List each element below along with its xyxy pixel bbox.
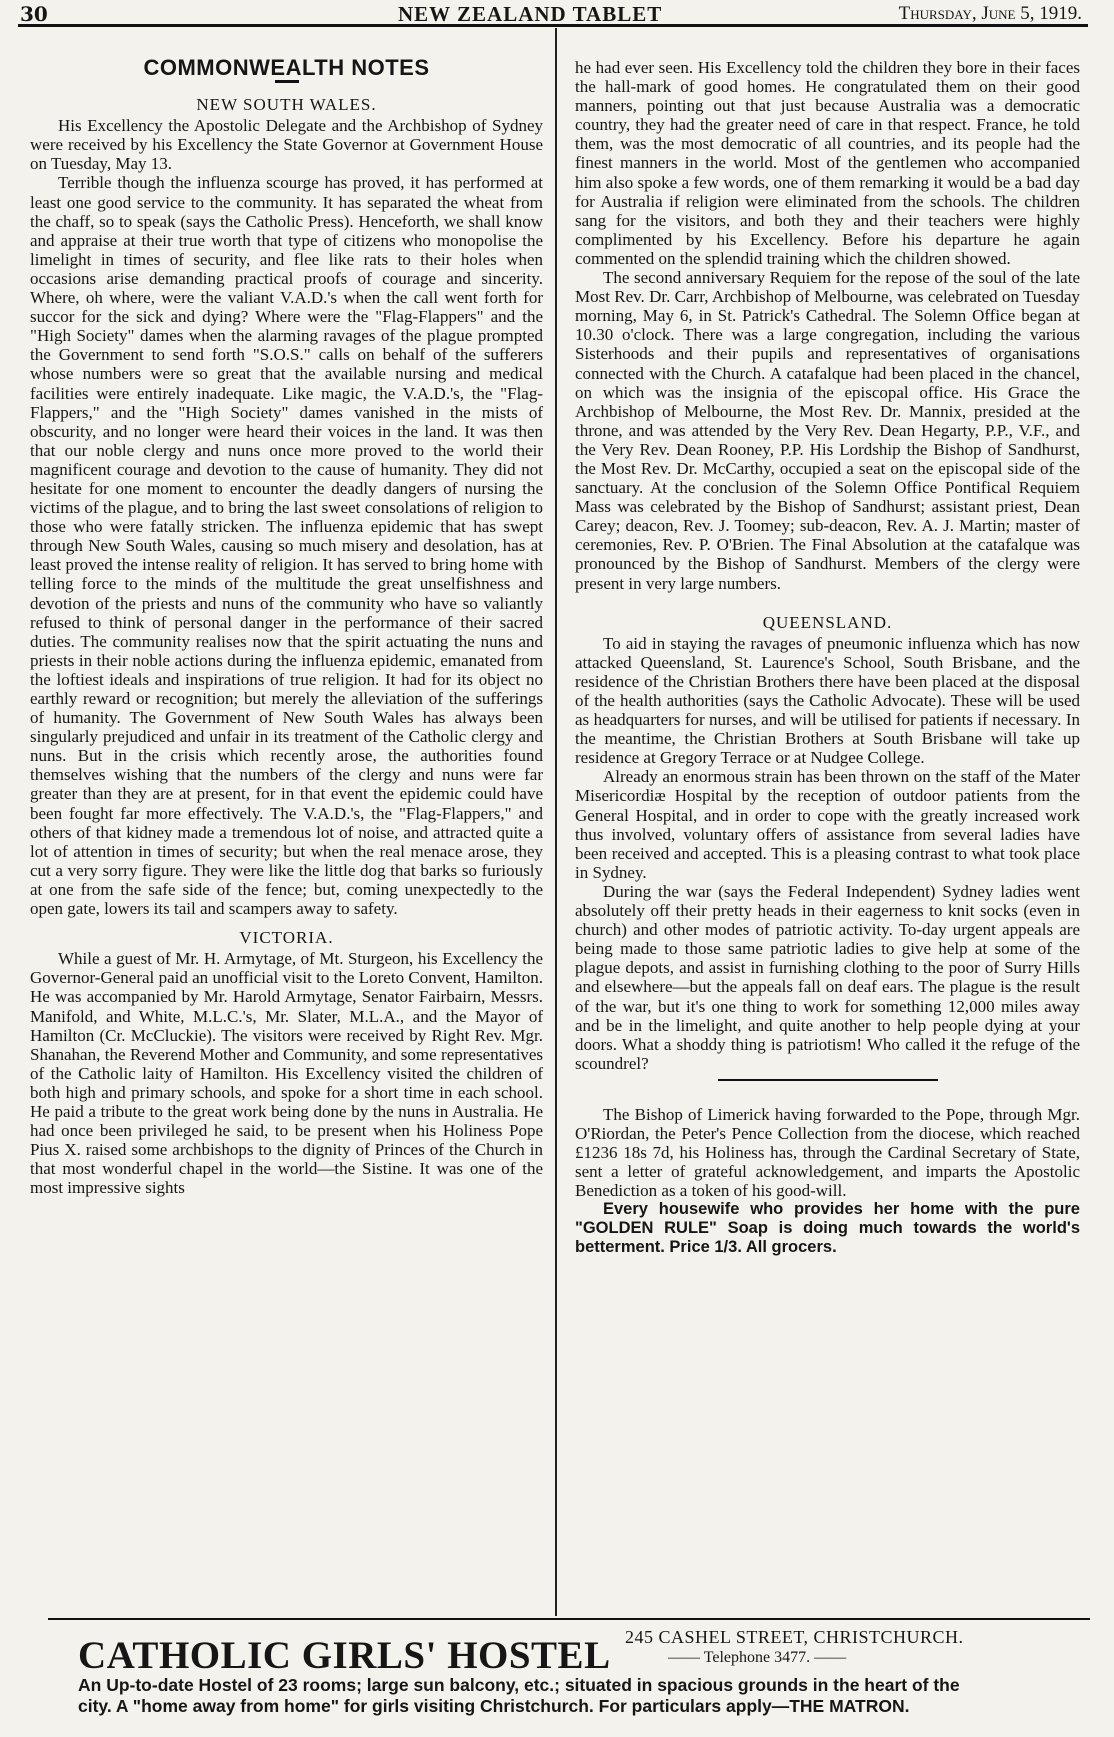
queensland-paragraph-1: To aid in staying the ravages of pneumonic influenza which has now attacked Queensland, St. Laurence's School, South Brisbane, and the residence of the Christian Brothers there have been placed at the disposal of the health authorities (says the Catholic Advocate). These will be used as headquarters for nurses, and will be utilised for patients if necessary. In the meantime, the Christian Brothers at South Brisbane will take up residence at Gregory Terrace or at Nudgee College. bbox=[575, 633, 1080, 768]
hostel-telephone: —— Telephone 3477. —— bbox=[668, 1649, 847, 1666]
right-column bbox=[575, 58, 1080, 1257]
publication-title: NEW ZEALAND TABLET bbox=[398, 2, 663, 26]
limerick-notice: The Bishop of Limerick having forwarded to the Pope, through Mgr. O'Riordan, the Peter's Pence Collection from the diocese, which reached £1236 18s 7d, his Holiness has, through the Cardinal Secretary of State, sent a letter of grateful acknowledgement, and imparts the Apostolic Benediction as a token of his good-will. bbox=[575, 1104, 1080, 1201]
victoria-paragraph-1-continued: he had ever seen. His Excellency told the children they bore in their faces the hall-mark of good homes. He congratulated them on their good manners, pointing out that just because Australia was a democratic country, they had the greater need of care in that respect. France, he told them, was the most democratic of all countries, and its people had the finest manners in the world. Most of the gentlemen who accompanied him also spoke a few words, one of them remarking it would be a bad day for Australia if religion were eliminated from the schools. The children sang for the visitors, and both they and their teachers were highly complimented by his Excellency. Before his departure he again commented on the splendid training which the children showed. bbox=[575, 58, 1080, 268]
section-divider bbox=[718, 1079, 938, 1081]
hostel-description-line-2: city. A "home away from home" for girls visiting Christchurch. For particulars apply—THE MATRON. bbox=[78, 1696, 910, 1716]
queensland-heading: QUEENSLAND. bbox=[762, 612, 893, 632]
nsw-heading: NEW SOUTH WALES. bbox=[196, 95, 377, 115]
hostel-name: CATHOLIC GIRLS' HOSTEL bbox=[78, 1634, 611, 1677]
hostel-description-line-1: An Up-to-date Hostel of 23 rooms; large sun balcony, etc.; situated in spacious grounds in the heart of the bbox=[78, 1675, 960, 1695]
victoria-heading: VICTORIA. bbox=[239, 928, 334, 948]
issue-date: Thursday, June 5, 1919. bbox=[898, 3, 1082, 24]
hostel-address: 245 CASHEL STREET, CHRISTCHURCH. bbox=[625, 1627, 964, 1647]
page-header bbox=[18, 2, 1088, 27]
nsw-paragraph-2: Terrible though the influenza scourge has proved, it has performed at least one good service to the community. It has separated the wheat from the chaff, so to speak (says the Catholic Press). Henceforth, we shall know and appraise at their true worth that type of citizens who monopolise the limelight in times of security, and flee like rats to their holes when occasions arise demanding practical proofs of courage and sincerity. Where, oh where, were the valiant V.A.D.'s when the call went forth for succor for the sick and dying? Where were the "Flag-Flappers" and the "High Society" dames when the alarming ravages of the plague prompted the Government to send forth "S.O.S." calls on behalf of the sufferers whose numbers were so great that the available nursing and medical facilities were entirely inadequate. Like magic, the V.A.D.'s, the "Flag-Flappers," and the "High Society" dames vanished in the mists of obscurity, and no longer were heard their voices in the land. It was then that our noble clergy and nuns once more proved to the world their magnificent courage and devotion to the cause of humanity. They did not hesitate for one moment to encounter the deadly dangers of nursing the victims of the plague, and to bring the last sweet consolations of religion to those who were fatally stricken. The influenza epidemic that has swept through New South Wales, causing so much misery and desolation, has at least proved the intense reality of religion. It has served to bring home with telling force to the minds of the multitude the great unselfishness and devotion of the priests and nuns of the community who have so valiantly refused to think of personal danger in the performance of their sacred duties. The community realises now that the spirit actuating the nuns and priests in their noble actions during the influenza epidemic, emanated from the loftiest ideals and inspirations of true religion. It had for its object no earthly reward or recognition; but merely the alleviation of the sufferings of humanity. The Government of New South Wales has always been singularly prejudiced and unfair in its treatment of the Catholic clergy and nuns. But in the crisis which recently arose, the authorities found themselves wishing that the numbers of the clergy and nuns were far greater than they are at present, for in that event the epidemic could have been fought far more effectively. The V.A.D.'s, the "Flag-Flappers," and others of that kidney made a tremendous lot of noise, and attracted quite a lot of attention in times of security; but when the real menace arose, they cut a very sorry figure. They were like the little dog that barks so furiously at one from the safe side of the fence; but, coming unexpectedly to the open gate, lowers its tail and scampers away to safety. bbox=[30, 173, 543, 919]
hostel-description bbox=[78, 1675, 1088, 1717]
victoria-paragraph-1: While a guest of Mr. H. Armytage, of Mt. Sturgeon, his Excellency the Governor-General paid an unofficial visit to the Loreto Convent, Hamilton. He was accompanied by Mr. Harold Armytage, Senator Fairbairn, Messrs. Manifold, and White, M.L.C.'s, Mr. Slater, M.L.A., and the Mayor of Hamilton (Cr. McCluckie). The visitors were received by Right Rev. Mgr. Shanahan, the Reverend Mother and Community, and some representatives of the Catholic laity of Hamilton. His Excellency visited the children of both high and primary schools, and spoke for a short time in each school. He paid a tribute to the great work being done by the nuns in Australia. He had once been privileged he said, to be present when his Holiness Pope Pius X. raised some archbishops to the dignity of Princes of the Church in that most wonderful chapel in the world—the Sistine. It was one of the most impressive sights bbox=[30, 949, 543, 1198]
footer-rule bbox=[48, 1618, 1090, 1620]
queensland-paragraph-3: During the war (says the Federal Independent) Sydney ladies went absolutely off their pretty heads in their eagerness to knit socks (even in church) and other modes of patriotic activity. To-day urgent appeals are being made to those same patriotic ladies to give help at some of the plague depots, and assist in furnishing clothing to the poor of Surry Hills and elsewhere—but the appeals fall on deaf ears. The plague is the result of the war, but it's one thing to work for something 12,000 miles away and be in the limelight, and quite another to help people dying at your doors. What a shoddy thing is patriotism! Who called it the refuge of the scoundrel? bbox=[575, 881, 1080, 1073]
nsw-paragraph-1: His Excellency the Apostolic Delegate and the Archbishop of Sydney were received by his Excellency the State Governor at Government House on Tuesday, May 13. bbox=[30, 116, 543, 174]
title-rule bbox=[275, 80, 299, 83]
queensland-paragraph-2: Already an enormous strain has been thrown on the staff of the Mater Misericordiæ Hospital by the reception of outdoor patients from the General Hospital, and in order to cope with the greatly increased work thus involved, voluntary offers of assistance from several ladies have been received and accepted. This is a pleasing contrast to what took place in Sydney. bbox=[575, 767, 1080, 882]
victoria-paragraph-2: The second anniversary Requiem for the repose of the soul of the late Most Rev. Dr. Carr, Archbishop of Melbourne, was celebrated on Tuesday morning, May 6, in St. Patrick's Cathedral. The Solemn Office began at 10.30 o'clock. There was a large congregation, including the various Sisterhoods and their pupils and representatives of organisations connected with the Church. A catafalque had been placed in the chancel, on which was the insignia of the episcopal office. His Grace the Archbishop of Melbourne, the Most Rev. Dr. Mannix, presided at the throne, and was attended by the Very Rev. Dean Hegarty, P.P., V.F., and the Very Rev. Dean Rooney, P.P. His Lordship the Bishop of Sandhurst, the Most Rev. Dr. McCarthy, occupied a seat on the episcopal side of the sanctuary. At the conclusion of the Solemn Office Pontifical Requiem Mass was celebrated by the Bishop of Sandhurst; assistant priest, Dean Carey; deacon, Rev. J. Toomey; sub-deacon, Rev. A. J. Martin; master of ceremonies, Rev. P. O'Brien. The Final Absolution at the catafalque was pronounced by the Bishop of Sandhurst. Members of the clergy were present in very large numbers. bbox=[575, 268, 1080, 593]
page-number: 30 bbox=[20, 2, 48, 26]
section-title: COMMONWEALTH NOTES bbox=[143, 55, 430, 80]
column-divider bbox=[555, 28, 557, 1616]
left-column bbox=[30, 56, 543, 1197]
soap-advertisement: Every housewife who provides her home with the pure "GOLDEN RULE" Soap is doing much towards the world's betterment. Price 1/3. All grocers. bbox=[575, 1200, 1080, 1257]
